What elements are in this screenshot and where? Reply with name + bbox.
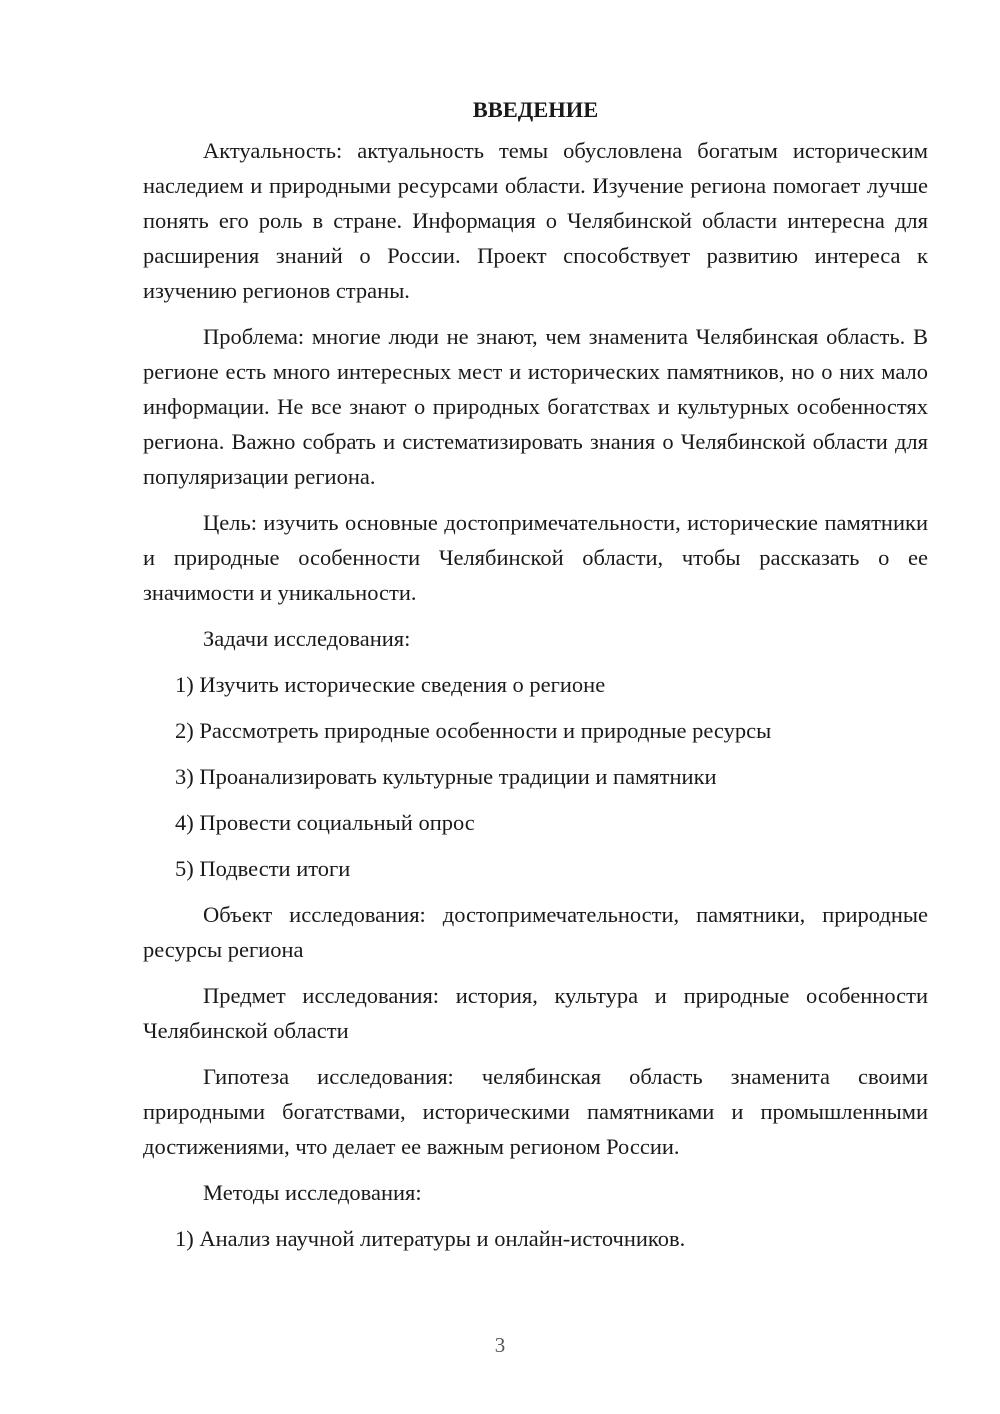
task-item: 4) Провести социальный опрос [175, 810, 475, 835]
methods-title: Методы исследования: [203, 1180, 422, 1205]
subject-paragraph: Предмет исследования: история, культура и природные особенности Челябинской области [143, 983, 928, 1043]
task-item: 3) Проанализировать культурные традиции и памятники [175, 764, 717, 789]
page-title: ВВЕДЕНИЕ [472, 97, 599, 122]
task-item: 2) Рассмотреть природные особенности и природные ресурсы [175, 718, 772, 743]
task-item: 1) Изучить исторические сведения о регионе [175, 672, 606, 697]
relevance-paragraph: Актуальность: актуальность темы обусловлена богатым историческим наследием и природными ресурсами области. Изучение региона помогает лучше понять его роль в стране. Информация о Челябинской области интересна для расширения знаний о России. Проект способствует развитию интереса к изучению регионов страны. [143, 138, 928, 303]
task-item: 5) Подвести итоги [175, 856, 351, 881]
page-number: 3 [494, 1333, 506, 1357]
tasks-title: Задачи исследования: [203, 626, 411, 651]
problem-paragraph: Проблема: многие люди не знают, чем знаменита Челябинская область. В регионе есть много интересных мест и исторических памятников, но о них мало информации. Не все знают о природных богатствах и культурных особенностях региона. Важно собрать и систематизировать знания о Челябинской области для популяризации региона. [143, 324, 928, 489]
object-paragraph: Объект исследования: достопримечательности, памятники, природные ресурсы региона [143, 902, 928, 962]
goal-paragraph: Цель: изучить основные достопримечательности, исторические памятники и природные особенности Челябинской области, чтобы рассказать о ее значимости и уникальности. [143, 510, 928, 605]
method-item: 1) Анализ научной литературы и онлайн-источников. [175, 1226, 686, 1251]
hypothesis-paragraph: Гипотеза исследования: челябинская область знаменита своими природными богатствами, историческими памятниками и промышленными достижениями, что делает ее важным регионом России. [143, 1064, 928, 1159]
document-page [143, 92, 928, 1267]
